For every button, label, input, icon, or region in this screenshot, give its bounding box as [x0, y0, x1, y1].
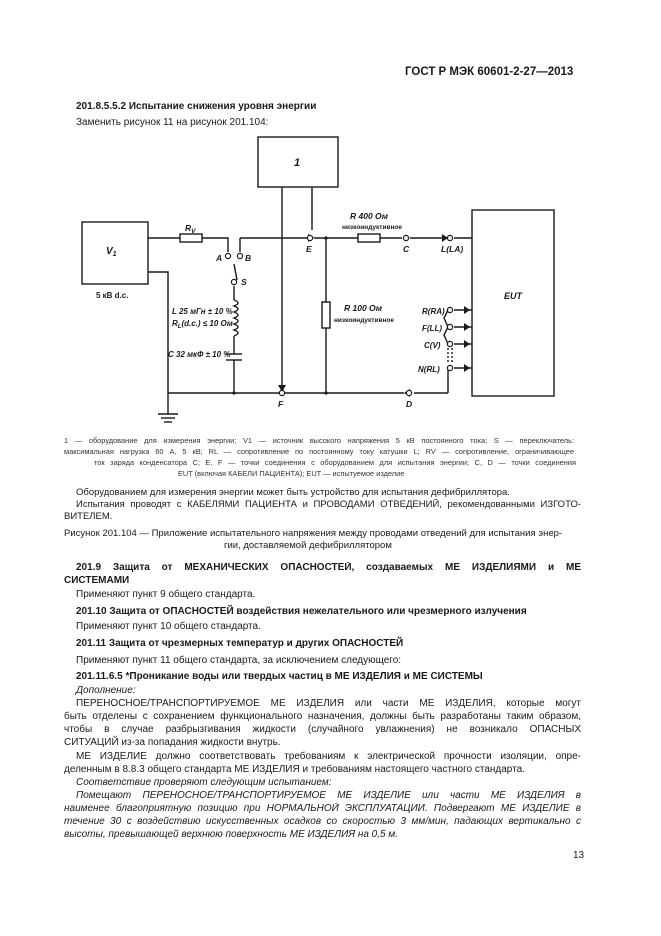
label-l-la: L(LA) [441, 244, 464, 254]
section-text-201-11: Применяют пункт 11 общего стандарта, за исключением следующего: [76, 655, 402, 666]
label-l25: L 25 мГн ± 10 % [172, 307, 233, 316]
label-r-ra: R(RA) [422, 307, 445, 316]
figure-caption-line-2: гии, доставляемой дефибриллятором [224, 540, 392, 551]
label-node-c: C [403, 244, 410, 254]
label-eut: EUT [504, 291, 522, 301]
eut-box [472, 210, 554, 396]
paragraph-4-line-4: высоты, превышающей верхнюю поверхность МЕ ИЗДЕЛИЯ на 0,5 м. [64, 829, 398, 840]
label-r100: R 100 Ом [344, 303, 383, 313]
legend-line-4: EUT (включая КАБЕЛИ ПАЦИЕНТА); EUT — испытуемое изделие [178, 469, 405, 478]
paragraph-4-line-1: Помещают ПЕРЕНОСНОЕ/ТРАНСПОРТИРУЕМОЕ МЕ ИЗДЕЛИЕ или части МЕ ИЗДЕЛИЯ в [76, 790, 581, 801]
section-title-201-10: 201.10 Защита от ОПАСНОСТЕЙ воздействия нежелательного или чрезмерного излучения [76, 606, 527, 617]
section-title-201-9-cont: СИСТЕМАМИ [64, 575, 130, 586]
label-node-e: E [306, 244, 312, 254]
label-r400-sub: низкоиндуктивное [342, 224, 402, 231]
label-node-b: B [245, 253, 252, 263]
label-c32: C 32 мкФ ± 10 % [168, 350, 231, 359]
legend-line-3: ток заряда конденсатора C; E, F — точки соединения с оборудованием для испытания энергии; C, D — точки соединения [94, 458, 576, 467]
note-line-3: ВИТЕЛЕМ. [64, 511, 113, 522]
section-title-201-11-6-5: 201.11.6.5 *Проникание воды или твердых частиц в МЕ ИЗДЕЛИЯ и МЕ СИСТЕМЫ [76, 671, 483, 682]
paragraph-2-line-1: МЕ ИЗДЕЛИЕ должно соответствовать требованиям к электрической прочности изоляции, опре- [76, 751, 581, 762]
label-v1-caption: 5 кВ d.c. [96, 291, 129, 300]
r400-resistor [358, 234, 380, 242]
paragraph-4-line-2: наименее благоприятную позицию при НОРМАЛЬНОЙ ЭКСПЛУАТАЦИИ. Подвергают МЕ ИЗДЕЛИЕ в [64, 803, 581, 814]
label-n-rl: N(RL) [418, 365, 440, 374]
label-node-f: F [278, 399, 284, 409]
document-header: ГОСТ Р МЭК 60601-2-27—2013 [405, 66, 574, 78]
paragraph-2-line-2: деленным в 8.8.3 общего стандарта МЕ ИЗДЕЛИЯ и требованиям настоящего частного стандарта. [64, 764, 525, 775]
paragraph-1-line-2: быть отделены с сохранением функционального назначения, должны быть разработаны таким образом, [64, 711, 581, 722]
r100-resistor [322, 302, 330, 328]
legend-line-2: максимальная нагрузка 60 А, 5 кВ; RL — сопротивление по постоянному току катушки L; RV — сопротивление, ограничивающее [64, 447, 574, 456]
section-text-201-10: Применяют пункт 10 общего стандарта. [76, 621, 261, 632]
label-node-d: D [406, 399, 413, 409]
paragraph-4-line-3: течение 30 с воздействию искусственных осадков со скоростью 3 мм/мин, падающих вертикально с [64, 816, 581, 827]
section-title-201-11: 201.11 Защита от чрезмерных температур и других ОПАСНОСТЕЙ [76, 638, 404, 649]
label-f-ll: F(LL) [422, 324, 442, 333]
section-text-201-9: Применяют пункт 9 общего стандарта. [76, 589, 256, 600]
paragraph-3: Соответствие проверяют следующим испытанием: [76, 777, 332, 788]
label-c-v: C(V) [424, 341, 441, 350]
section-text-201-8-5-5-2: Заменить рисунок 11 на рисунок 201.104: [76, 117, 269, 128]
paragraph-1-line-4: СИТУАЦИЙ из-за попадания жидкости внутрь. [64, 737, 281, 748]
paragraph-1-line-1: ПЕРЕНОСНОЕ/ТРАНСПОРТИРУЕМОЕ МЕ ИЗДЕЛИЯ или части МЕ ИЗДЕЛИЯ, которые могут [76, 698, 581, 709]
label-box1: 1 [294, 157, 301, 169]
section-title-201-8-5-5-2: 201.8.5.5.2 Испытание снижения уровня энергии [76, 101, 317, 112]
label-v1: $V_1$ [106, 246, 117, 258]
addition-label: Дополнение: [76, 685, 136, 696]
paragraph-1-line-3: чтобы в случае разбрызгивания жидкости (случайного увлажнения) не возникало ОПАСНЫХ [64, 724, 581, 735]
legend-line-1: 1 — оборудование для измерения энергии; V1 — источник высокого напряжения 5 кВ постоянного тока; S — переключатель: [64, 436, 574, 445]
label-r400: R 400 Ом [350, 211, 389, 221]
page-number: 13 [573, 850, 585, 861]
note-line-2: Испытания проводят с КАБЕЛЯМИ ПАЦИЕНТА и ПРОВОДАМИ ОТВЕДЕНИЙ, рекомендованными ИЗГОТО- [76, 499, 581, 510]
note-line-1: Оборудованием для измерения энергии может быть устройство для испытания дефибриллятора. [76, 487, 510, 498]
section-title-201-9: 201.9 Защита от МЕХАНИЧЕСКИХ ОПАСНОСТЕЙ, создаваемых МЕ ИЗДЕЛИЯМИ и МЕ [76, 562, 581, 573]
figure-caption-line-1: Рисунок 201.104 — Приложение испытательного напряжения между проводами отведений для испытания энер- [64, 528, 563, 539]
circuit-diagram [0, 0, 661, 440]
label-node-a: A [216, 253, 223, 263]
label-r100-sub: низкоиндуктивное [334, 317, 394, 324]
label-node-s: S [241, 277, 247, 287]
rv-resistor [180, 234, 202, 242]
label-rv: $R_V$ [185, 223, 196, 235]
label-rl: $R_L(d.c.) \le 10$ Ом [172, 319, 233, 330]
